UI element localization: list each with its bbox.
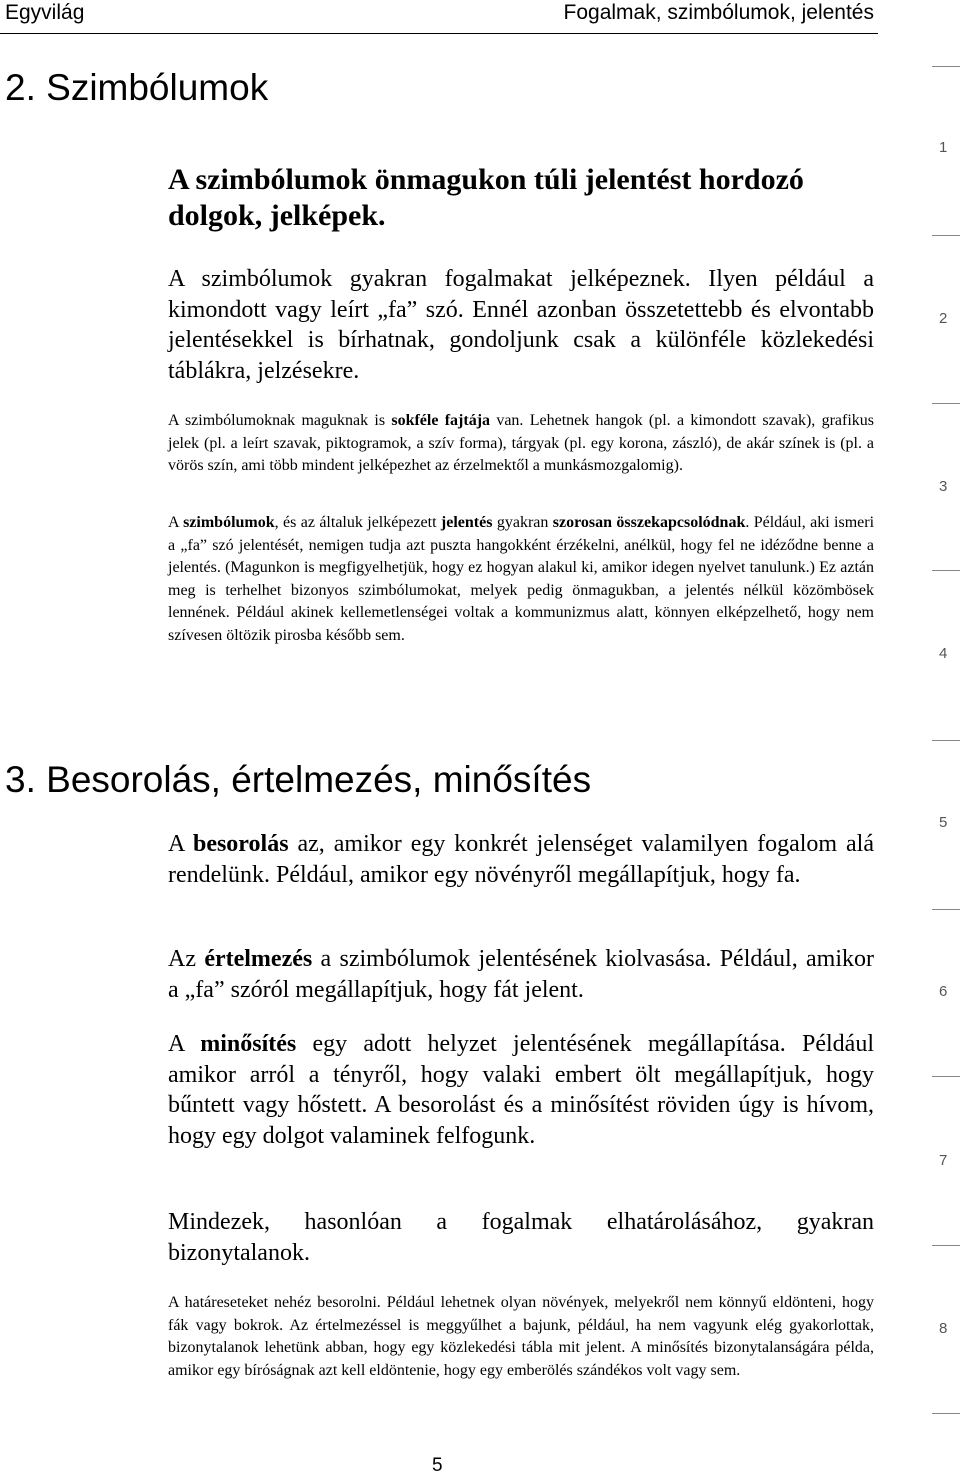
- sidebar-tick: [932, 235, 960, 236]
- header-section-title: Egyvilág: [5, 1, 85, 24]
- section-3-paragraph-ertelmezes: Az értelmezés a szimbólumok jelentésének kiolvasása. Például, amikor a „fa” szóról megállapítjuk, hogy fát jelent.: [168, 946, 874, 1003]
- sidebar-marker: 6: [939, 983, 948, 1000]
- sidebar-marker: 7: [939, 1152, 948, 1169]
- sidebar-tick: [932, 909, 960, 910]
- line-number-sidebar: [930, 0, 960, 1477]
- sidebar-tick: [932, 403, 960, 404]
- sidebar-tick: [932, 1076, 960, 1077]
- section-2-paragraph-3: A szimbólumok, és az általuk jelképezett jelentés gyakran szorosan összekapcsolódnak. Például, aki ismeri a „fa” szó jelentését, nemigen tudja azt puszta hangokként érzékelni, anélkül, hogy fel ne idéződne benne a jelentés. (Magunkon is megfigyelhetjük, hogy ez hogyan alakul ki, amikor idegen nyelvet tanulunk.) Ez aztán meg is terhelhet bizonyos szimbólumokat, melyek pedig önmagukban, a jelentés nélkül közömbösek lennének. Például akinek kellemetlenségei voltak a kommunizmus alatt, könnyen elképzelhető, hogy nem szívesen öltözik pirosba később sem.: [168, 514, 875, 644]
- sidebar-marker: 4: [939, 645, 948, 662]
- section-3-heading: 3. Besorolás, értelmezés, minősítés: [5, 759, 592, 800]
- sidebar-marker: 1: [939, 139, 948, 156]
- sidebar-tick: [932, 740, 960, 741]
- sidebar-marker: 5: [939, 814, 948, 831]
- sidebar-tick: [932, 66, 960, 67]
- section-3-paragraph-hatareset: A határeseteket nehéz besorolni. Például lehetnek olyan növények, melyekről nem könnyű eldönteni, hogy fák vagy bokrok. Az értelmezéssel is meggyűlhet a bajunk, például, ha nem vagyunk elég gyakorlottak, bizonytalanok lehetünk abban, hogy egy közlekedési tábla mit jelent. A minősítés bizonytalanságára példa, amikor egy bíróságnak azt kell eldöntenie, hogy egy emberölés szándékos volt vagy sem.: [168, 1294, 874, 1379]
- section-3-paragraph-minosites: A minősítés egy adott helyzet jelentésének megállapítása. Például amikor arról a tényről, hogy valaki embert ölt megállapítjuk, hogy bűntett vagy hőstett. A besorolást és a minősítést röviden úgy is hívom, hogy egy dolgot valaminek felfogunk.: [168, 1031, 875, 1149]
- section-2-paragraph-2: A szimbólumoknak maguknak is sokféle fajtája van. Lehetnek hangok (pl. a kimondott szavak), grafikus jelek (pl. a leírt szavak, piktogramok, a szív forma), tárgyak (pl. egy korona, zászló), de akár színek is (pl. a vörös szín, ami több mindent jelképezhet az érzelmektől a munkásmozgalomig).: [168, 412, 874, 474]
- section-2-heading: 2. Szimbólumok: [5, 67, 269, 108]
- sidebar-marker: 8: [939, 1320, 948, 1337]
- sidebar-tick: [932, 1245, 960, 1246]
- header-divider: [0, 33, 878, 34]
- header-chapter-title: Fogalmak, szimbólumok, jelentés: [563, 1, 874, 24]
- sidebar-tick: [932, 1413, 960, 1414]
- sidebar-tick: [932, 570, 960, 571]
- section-2-lead: A szimbólumok önmagukon túli jelentést hordozó dolgok, jelképek.: [168, 163, 804, 232]
- section-3-paragraph-mindezek: Mindezek, hasonlóan a fogalmak elhatárolásához, gyakran bizonytalanok.: [168, 1209, 874, 1266]
- section-3-paragraph-besorolas: A besorolás az, amikor egy konkrét jelenséget valamilyen fogalom alá rendelünk. Például, amikor egy növényről megállapítjuk, hogy fa.: [168, 831, 874, 888]
- sidebar-marker: 3: [939, 478, 948, 495]
- section-2-paragraph-1: A szimbólumok gyakran fogalmakat jelképeznek. Ilyen például a kimondott vagy leírt „fa” szó. Ennél azonban összetettebb és elvontabb jelentésekkel is bírhatnak, gondoljunk csak a különféle közlekedési táblákra, jelzésekre.: [168, 266, 874, 384]
- page-number: 5: [432, 1455, 443, 1476]
- sidebar-marker: 2: [939, 310, 948, 327]
